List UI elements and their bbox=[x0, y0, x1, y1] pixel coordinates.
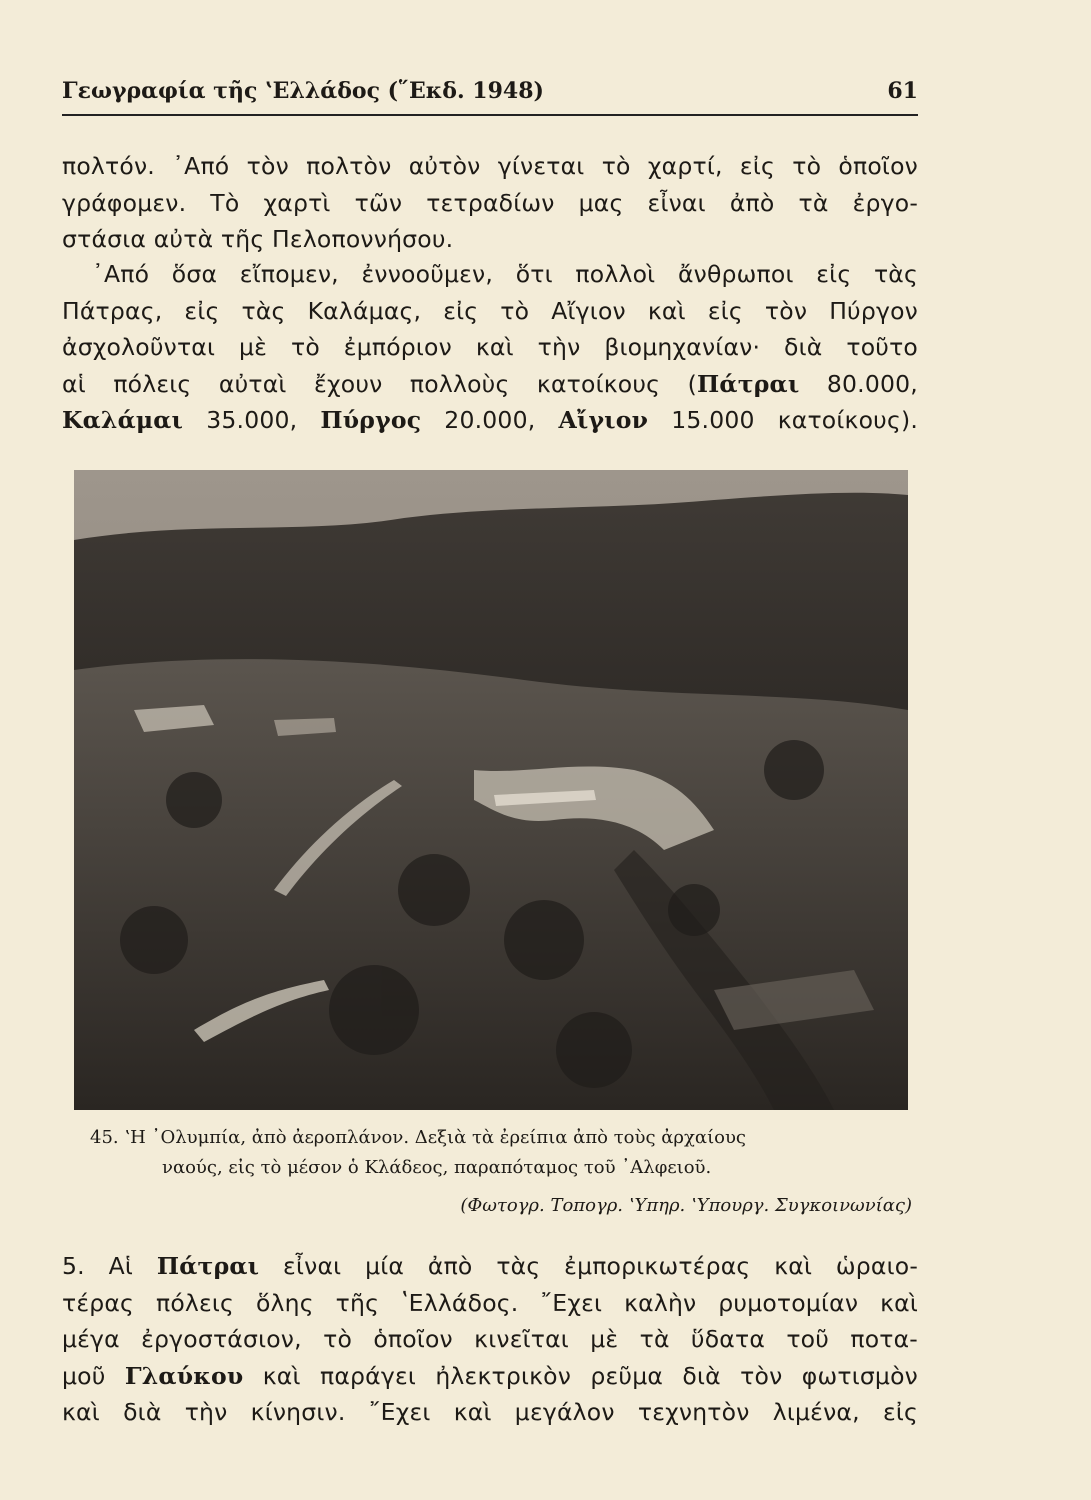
page-number: 61 bbox=[887, 78, 918, 104]
caption-line: ναούς, εἰς τὸ μέσον ὁ Κλάδεος, παραπόταμος τοῦ ᾿Αλφειοῦ. bbox=[162, 1157, 712, 1178]
text-line bbox=[62, 366, 918, 403]
text-line bbox=[62, 1358, 918, 1395]
text-run: 35.000, bbox=[183, 406, 321, 434]
caption-line: 45. ʽΗ ᾿Ολυμπία, ἀπὸ ἀεροπλάνον. Δεξιὰ τὰ ἐρείπια ἀπὸ τοὺς ἀρχαίους bbox=[90, 1127, 746, 1148]
text-line: Πάτρας, εἰς τὰς Καλάμας, εἰς τὸ Αἴγιον καὶ εἰς τὸν Πύργον bbox=[62, 296, 918, 325]
text-line: ᾿Από ὅσα εἴπομεν, ἐννοοῦμεν, ὅτι πολλοὶ ἄνθρωποι εἰς τὰς bbox=[92, 260, 918, 288]
photo-olympia-aerial bbox=[74, 470, 908, 1110]
paragraph-cities-population bbox=[62, 256, 918, 439]
text-run: 20.000, bbox=[421, 406, 559, 434]
city-name-patrai: Πάτραι bbox=[697, 369, 800, 398]
figure-caption bbox=[90, 1123, 914, 1221]
text-run: 80.000, bbox=[799, 369, 918, 398]
text-line: πολτόν. ᾿Από τὸν πολτὸν αὐτὸν γίνεται τὸ χαρτί, εἰς τὸ ὁποῖον bbox=[62, 152, 918, 180]
text-line: μέγα ἐργοστάσιον, τὸ ὁποῖον κινεῖται μὲ τὰ ὕδατα τοῦ ποτα- bbox=[62, 1325, 918, 1353]
text-line: ἀσχολοῦνται μὲ τὸ ἐμπόριον καὶ τὴν βιομηχανίαν· διὰ τοῦτο bbox=[62, 333, 918, 361]
text-run: καὶ παράγει ἠλεκτρικὸν ρεῦμα διὰ τὸν φωτισμὸν bbox=[243, 1361, 918, 1390]
text-run: 15.000 κατοίκους). bbox=[648, 406, 918, 434]
running-header bbox=[62, 72, 918, 116]
section-5-patrai bbox=[62, 1248, 918, 1431]
city-name-pyrgos: Πύργος bbox=[320, 406, 422, 434]
text-run: μοῦ bbox=[62, 1361, 125, 1390]
photo-credit: (Φωτογρ. Τοπογρ. ʽΥπηρ. ʽΥπουργ. Συγκοινωνίας) bbox=[460, 1195, 912, 1216]
text-line: τέρας πόλεις ὅλης τῆς ʽΕλλάδος. ῎Εχει καλὴν ρυμοτομίαν καὶ bbox=[62, 1288, 918, 1317]
book-title: Γεωγραφία τῆς ʽΕλλάδος (῞Εκδ. 1948) bbox=[62, 78, 544, 104]
aerial-photograph bbox=[74, 470, 908, 1110]
city-name-patrai: Πάτραι bbox=[156, 1252, 260, 1280]
river-name-glaukos: Γλαύκου bbox=[124, 1361, 244, 1390]
text-line: γράφομεν. Τὸ χαρτὶ τῶν τετραδίων μας εἶναι ἀπὸ τὰ ἐργο- bbox=[62, 188, 918, 217]
text-run: αἱ πόλεις αὐταὶ ἔχουν πολλοὺς κατοίκους ( bbox=[62, 369, 698, 398]
text-line: στάσια αὐτὰ τῆς Πελοποννήσου. bbox=[62, 225, 454, 253]
city-name-kalamai: Καλάμαι bbox=[62, 406, 184, 434]
text-run: εἶναι μία ἀπὸ τὰς ἐμπορικωτέρας καὶ ὡραιο- bbox=[259, 1252, 918, 1280]
text-line bbox=[62, 1248, 918, 1285]
text-line bbox=[62, 402, 918, 439]
section-number: 5. Αἱ bbox=[62, 1252, 157, 1280]
city-name-aigion: Αἴγιον bbox=[558, 406, 649, 434]
paragraph-paper-mills bbox=[62, 148, 918, 258]
text-line: καὶ διὰ τὴν κίνησιν. ῎Εχει καὶ μεγάλον τεχνητὸν λιμένα, εἰς bbox=[62, 1398, 918, 1426]
